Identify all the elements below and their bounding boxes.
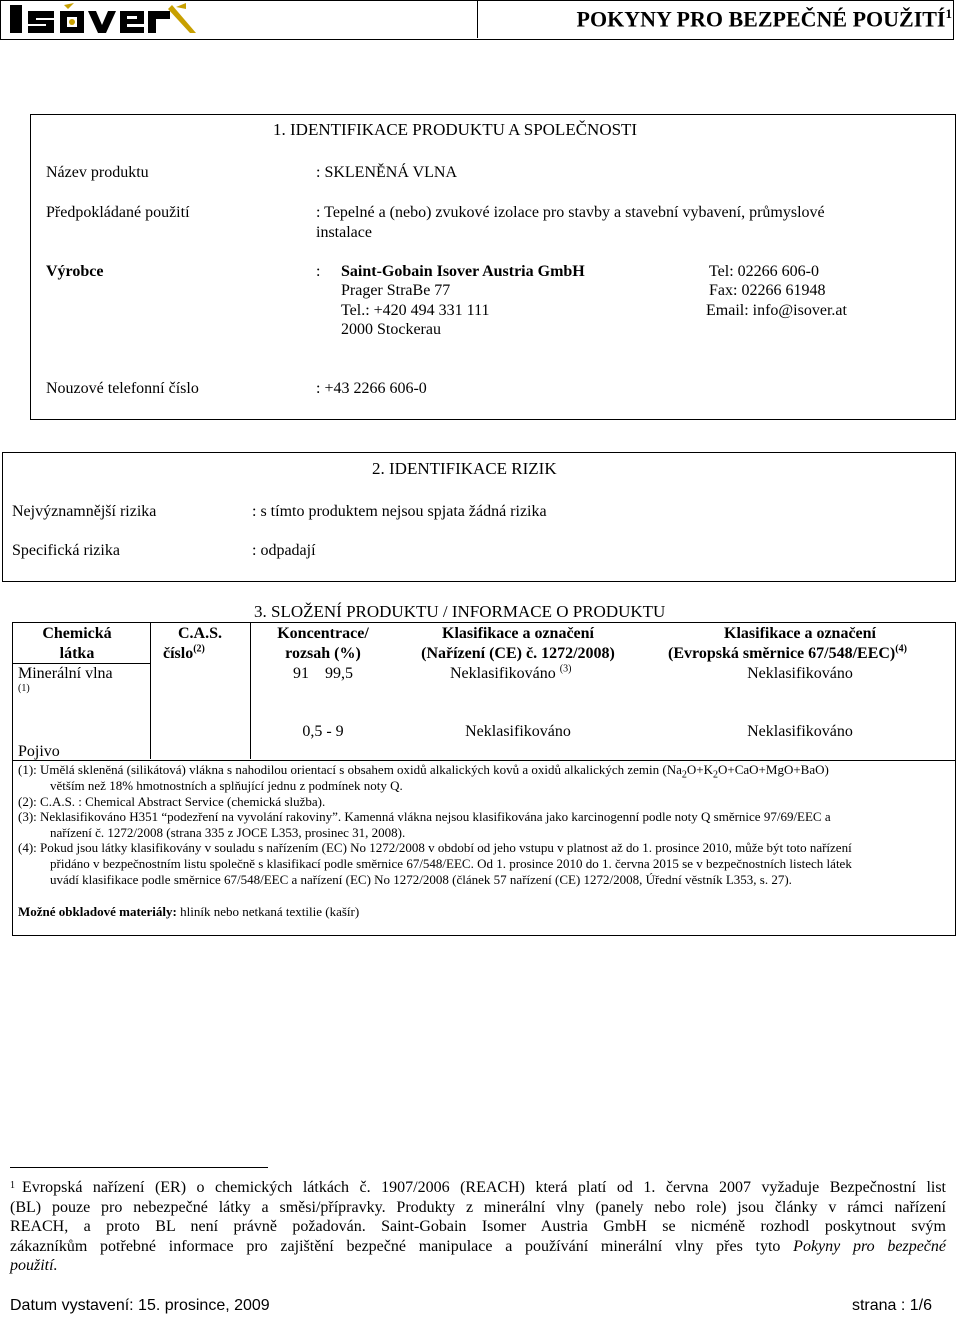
manufacturer-colon: : bbox=[316, 263, 321, 280]
col-clp-header: Klasifikace a označení bbox=[442, 625, 594, 642]
footnote-number: 1 bbox=[10, 1180, 15, 1191]
note-1 bbox=[18, 762, 829, 781]
footnote-line-4-text: zákazníkům potřebné informace pro zajištění bezpečné manipulace a používání minerální vlny přes tyto bbox=[10, 1237, 794, 1255]
specific-risks-value: : odpadají bbox=[252, 542, 316, 559]
row-1-clp bbox=[450, 664, 571, 683]
manufacturer-city: 2000 Stockerau bbox=[341, 321, 441, 338]
table-col-divider-2 bbox=[250, 622, 251, 759]
main-risks-label: Nejvýznamnější rizika bbox=[12, 503, 157, 520]
main-risks-value: : s tímto produktem nejsou spjata žádná rizika bbox=[252, 503, 547, 520]
packaging-note bbox=[18, 904, 359, 920]
row-2-eec: Neklasifikováno bbox=[747, 723, 853, 740]
row-1-concentration: 91 99,5 bbox=[293, 665, 353, 682]
contact-fax: Fax: 02266 61948 bbox=[709, 282, 826, 299]
note-2: (2): C.A.S. : Chemical Abstract Service (chemická služba). bbox=[18, 794, 326, 809]
footnote-line-4-italic: Pokyny pro bezpečné bbox=[793, 1237, 947, 1255]
document-title bbox=[577, 6, 952, 32]
row-1-substance-ref: (1) bbox=[18, 683, 30, 694]
note-4-cont-2: uvádí klasifikace podle směrnice 67/548/EEC a nařízení (EC) No 1272/2008 (článek 57 nařízení (CE) 1272/2008, Úřední věstník L353, s. 27). bbox=[50, 872, 792, 887]
note-4-cont-1: přidáno v bezpečnostním listu společně s klasifikací podle směrnice 67/548/EEC. Od 1. prosince 2010 do 1. června 2015 se v bezpečnostních listech látek bbox=[50, 856, 852, 871]
specific-risks-label: Specifická rizika bbox=[12, 542, 120, 559]
col-cas-header-2 bbox=[163, 644, 205, 663]
packaging-label: Možné obkladové materiály: bbox=[18, 904, 177, 919]
packaging-value: hliník nebo netkaná textilie (kašír) bbox=[176, 904, 360, 919]
title-footnote-ref: 1 bbox=[945, 6, 952, 21]
intended-use-value-cont: instalace bbox=[316, 224, 372, 241]
manufacturer-street: Prager StraBe 77 bbox=[341, 282, 451, 299]
col-cas-header-2-text: číslo bbox=[163, 645, 194, 662]
footnote-line-3: REACH, a proto BL není právně požadován. Saint-Gobain Isomer Austria GmbH se nicméně rozhodl poskytnout svým bbox=[10, 1218, 946, 1235]
col-substance-header: Chemická bbox=[42, 625, 112, 642]
section-1-heading: 1. IDENTIFIKACE PRODUKTU A SPOLEČNOSTI bbox=[273, 120, 638, 139]
col-eec-header: Klasifikace a označení bbox=[724, 625, 876, 642]
footnote-line-1: Evropská nařízení (ER) o chemických látkách č. 1907/2006 (REACH) která platí od 1. června 2007 vyžaduje Bezpečnostní list bbox=[22, 1179, 946, 1196]
note-1-mid: O+K bbox=[686, 762, 713, 777]
product-name-value: : SKLENĚNÁ VLNA bbox=[316, 164, 458, 181]
emergency-value: : +43 2266 606-0 bbox=[316, 380, 427, 397]
manufacturer-name: Saint-Gobain Isover Austria GmbH bbox=[341, 263, 585, 280]
table-bottom-rule bbox=[12, 760, 956, 761]
issue-date: Datum vystavení: 15. prosince, 2009 bbox=[10, 1297, 270, 1314]
isover-logo bbox=[6, 1, 206, 37]
emergency-label: Nouzové telefonní číslo bbox=[46, 380, 199, 397]
section-2-heading: 2. IDENTIFIKACE RIZIK bbox=[372, 459, 557, 478]
footnote-text bbox=[10, 1178, 946, 1276]
col-eec-header-2 bbox=[668, 644, 907, 663]
footnote-line-2: (BL) pouze pro nebezpečné látky a směsi/přípravky. Produkty z minerální vlny (panely nebo role) jsou články v rámci nařízení bbox=[10, 1198, 946, 1216]
note-1-cont: větším než 18% hmotnostních a splňující jednu z podmínek noty Q. bbox=[50, 778, 403, 793]
note-3: (3): Neklasifikováno H351 “podezření na vyvolání rakoviny”. Kamenná vlákna nejsou klasifikována jako karcinogenní podle noty Q směrnice 97/69/EEC a bbox=[18, 809, 831, 824]
intended-use-label: Předpokládané použití bbox=[46, 204, 190, 221]
logo-text: ISOVER bbox=[6, 1, 10, 2]
page-number: strana : 1/6 bbox=[851, 1297, 932, 1314]
footnote-line-5-italic: použití. bbox=[10, 1257, 58, 1274]
col-clp-header-2: (Nařízení (CE) č. 1272/2008) bbox=[421, 645, 615, 662]
col-eec-ref: (4) bbox=[895, 643, 907, 655]
row-1-clp-ref: (3) bbox=[559, 663, 572, 675]
logo-cell bbox=[0, 0, 478, 38]
note-1-text: (1): Umělá skleněná (silikátová) vlákna s nahodilou orientací s obsahem oxidů alkalických kovů a oxidů alkalických zemin (Na bbox=[18, 762, 682, 777]
note-1-sub-1: 2 bbox=[681, 769, 687, 781]
note-1-sub-2: 2 bbox=[713, 769, 718, 781]
note-1-suffix: O+CaO+MgO+BaO) bbox=[718, 762, 829, 777]
manufacturer-label: Výrobce bbox=[46, 263, 104, 280]
page-header bbox=[0, 0, 954, 40]
row-1-clp-text: Neklasifikováno bbox=[450, 665, 556, 682]
note-4: (4): Pokud jsou látky klasifikovány v souladu s nařízením (EC) No 1272/2008 v období od jeho vstupu v platnost až do 1. prosince 2010, může být toto nařízení bbox=[18, 840, 852, 855]
contact-tel: Tel: 02266 606-0 bbox=[709, 263, 819, 280]
col-concentration-header: Koncentrace/ bbox=[277, 625, 369, 642]
manufacturer-tel: Tel.: +420 494 331 111 bbox=[341, 302, 490, 319]
footnote-line-4 bbox=[10, 1237, 946, 1257]
contact-email: Email: info@isover.at bbox=[706, 302, 847, 319]
col-substance-header-2: látka bbox=[59, 645, 95, 662]
col-eec-header-2-text: (Evropská směrnice 67/548/EEC) bbox=[668, 645, 896, 662]
row-1-substance: Minerální vlna bbox=[18, 665, 113, 682]
row-1-eec: Neklasifikováno bbox=[747, 665, 853, 682]
col-cas-header: C.A.S. bbox=[178, 625, 223, 642]
section-3-heading: 3. SLOŽENÍ PRODUKTU / INFORMACE O PRODUKTU bbox=[254, 602, 666, 621]
table-col-divider-1 bbox=[150, 622, 151, 759]
intended-use-value: : Tepelné a (nebo) zvukové izolace pro stavby a stavební vybavení, průmyslové bbox=[316, 204, 825, 221]
note-3-cont: nařízení č. 1272/2008 (strana 335 z JOCE L353, prosinec 31, 2008). bbox=[50, 825, 406, 840]
product-name-label: Název produktu bbox=[46, 164, 149, 181]
row-2-clp: Neklasifikováno bbox=[465, 723, 571, 740]
col-concentration-header-2: rozsah (%) bbox=[285, 645, 361, 662]
footnote-rule bbox=[10, 1167, 268, 1168]
row-2-substance: Pojivo bbox=[18, 743, 60, 760]
row-2-concentration: 0,5 - 9 bbox=[302, 723, 344, 740]
col-cas-ref: (2) bbox=[193, 643, 205, 655]
document-title-text: POKYNY PRO BEZPEČNÉ POUŽITÍ bbox=[576, 6, 946, 32]
